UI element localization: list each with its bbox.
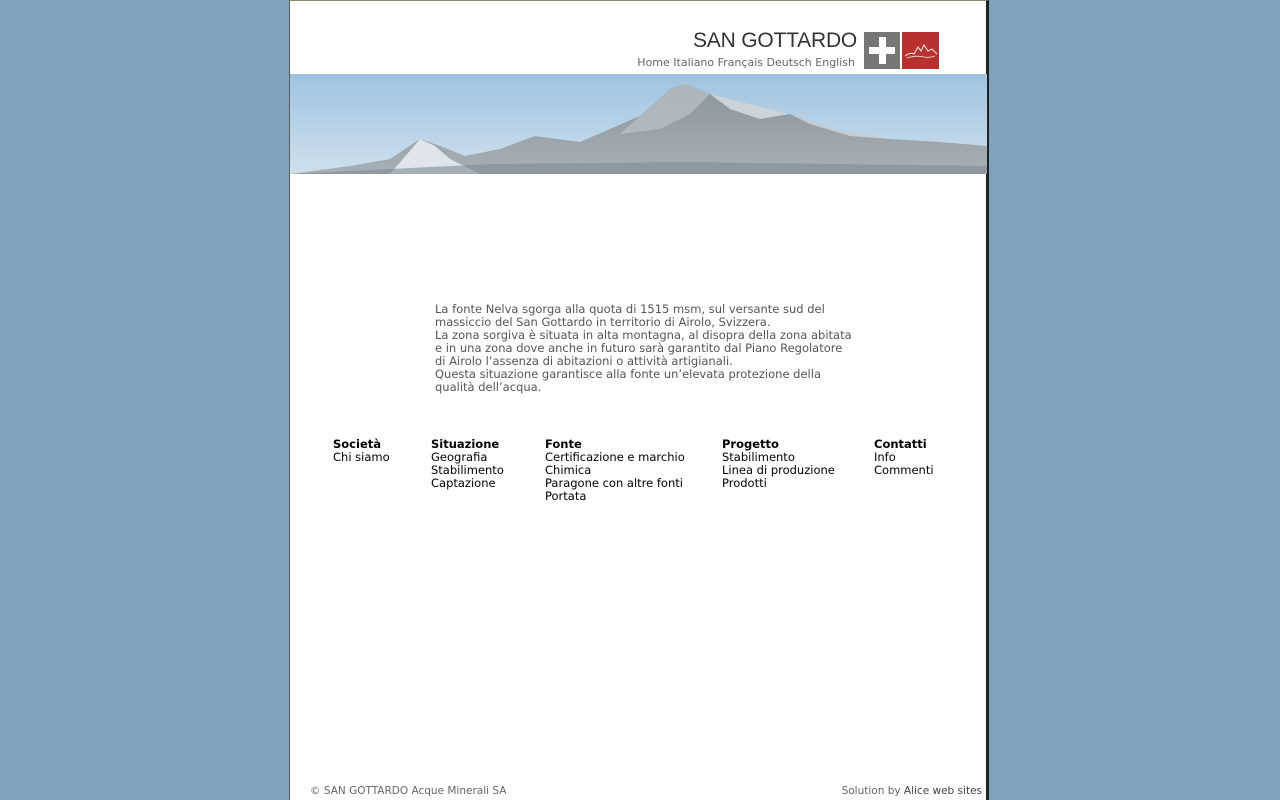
menu-heading-progetto[interactable]: Progetto xyxy=(722,437,779,451)
nav-italiano-link[interactable]: Italiano xyxy=(673,56,715,69)
nav-home-link[interactable]: Home xyxy=(637,56,670,69)
page-container xyxy=(289,0,989,800)
menu-heading-contatti[interactable]: Contatti xyxy=(874,437,927,451)
nav-deutsch-link[interactable]: Deutsch xyxy=(766,56,812,69)
footer-credit xyxy=(842,785,982,797)
footer-credit-link[interactable]: Alice web sites xyxy=(903,785,982,797)
menu-item-geografia[interactable]: Geografia xyxy=(431,450,488,464)
intro-paragraph: La fonte Nelva sgorga alla quota di 1515 msm, sul versante sud del massiccio del San Gottardo in territorio di Airolo, Svizzera. xyxy=(435,302,825,329)
menu-heading-societa[interactable]: Società xyxy=(333,437,381,451)
intro-text xyxy=(435,303,855,394)
footer-copyright: © SAN GOTTARDO Acque Minerali SA xyxy=(310,785,507,797)
menu-item-linea-produzione[interactable]: Linea di produzione xyxy=(722,463,835,477)
language-nav xyxy=(630,56,855,69)
mountain-banner-image xyxy=(290,74,987,174)
menu-item-certificazione[interactable]: Certificazione e marchio xyxy=(545,450,685,464)
menu-item-prodotti[interactable]: Prodotti xyxy=(722,476,767,490)
brand-title: SAN GOTTARDO xyxy=(693,29,858,52)
menu-item-info[interactable]: Info xyxy=(874,450,896,464)
menu-item-paragone[interactable]: Paragone con altre fonti xyxy=(545,476,683,490)
footer-credit-prefix: Solution by xyxy=(841,785,901,797)
menu-col-progetto xyxy=(722,438,835,490)
menu-item-captazione[interactable]: Captazione xyxy=(431,476,496,490)
menu-item-chimica[interactable]: Chimica xyxy=(545,463,592,477)
menu-heading-situazione[interactable]: Situazione xyxy=(431,437,500,451)
intro-paragraph: Questa situazione garantisce alla fonte un’elevata protezione della qualità dell’acqua. xyxy=(435,367,821,394)
mountain-logo-icon xyxy=(902,32,939,69)
menu-col-societa xyxy=(333,438,390,464)
menu-item-portata[interactable]: Portata xyxy=(545,489,587,503)
menu-item-stabilimento-progetto[interactable]: Stabilimento xyxy=(722,450,795,464)
menu-col-fonte xyxy=(545,438,685,503)
menu-col-contatti xyxy=(874,438,934,477)
menu-item-commenti[interactable]: Commenti xyxy=(874,463,934,477)
nav-francais-link[interactable]: Français xyxy=(717,56,763,69)
intro-paragraph: La zona sorgiva è situata in alta montagna, al disopra della zona abitata e in una zona dove anche in futuro sarà garantito dal Piano Regolatore di Airolo l’assenza di abitazioni o attività artigianali. xyxy=(435,328,852,368)
menu-heading-fonte[interactable]: Fonte xyxy=(545,437,582,451)
menu-col-situazione xyxy=(431,438,504,490)
swiss-cross-icon xyxy=(864,32,900,69)
nav-english-link[interactable]: English xyxy=(815,56,855,69)
menu-item-chi-siamo[interactable]: Chi siamo xyxy=(333,450,390,464)
menu-item-stabilimento[interactable]: Stabilimento xyxy=(431,463,504,477)
